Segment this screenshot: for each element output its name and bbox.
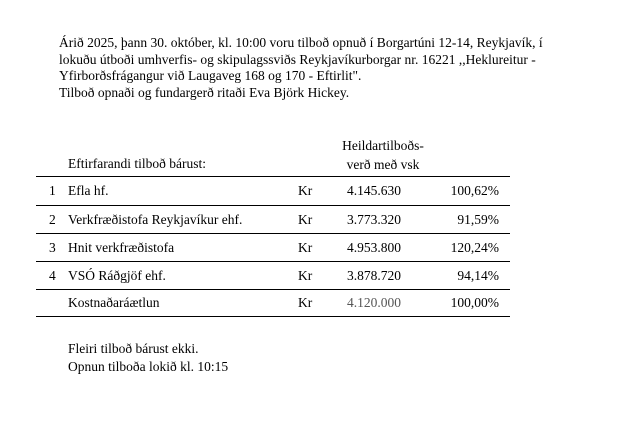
estimate-amount: 4.120.000: [347, 295, 401, 310]
row-number: 3: [49, 240, 56, 255]
bid-amount: 4.953.800: [347, 240, 401, 255]
currency: Kr: [298, 212, 313, 227]
total-price-column-heading: [327, 136, 439, 174]
row-number: 4: [49, 268, 56, 283]
bid-amount: 3.878.720: [347, 268, 401, 283]
currency: Kr: [298, 295, 313, 310]
column-heading-line-2: verð með vsk: [346, 157, 420, 172]
bidder-name: VSÓ Ráðgjöf ehf.: [68, 268, 166, 283]
table-row: [0, 240, 640, 260]
bid-percent: 91,59%: [457, 212, 499, 227]
estimate-label: Kostnaðaráætlun: [68, 295, 160, 310]
bid-amount: 3.773.320: [347, 212, 401, 227]
table-rule: [36, 261, 510, 262]
table-rule: [36, 176, 510, 177]
intro-line-2: lokuðu útboði umhverfis- og skipulagssviðs Reykjavíkurborgar nr. 16221 ,,Heklureitur -: [59, 51, 536, 67]
table-rule: [36, 205, 510, 206]
bids-received-heading: Eftirfarandi tilboð bárust:: [68, 156, 206, 171]
footer-line-1: Fleiri tilboð bárust ekki.: [68, 341, 199, 356]
bid-percent: 120,24%: [450, 240, 499, 255]
bid-amount: 4.145.630: [347, 183, 401, 198]
table-rule: [36, 233, 510, 234]
bid-percent: 100,62%: [450, 183, 499, 198]
bidder-name: Verkfræðistofa Reykjavíkur ehf.: [68, 212, 243, 227]
intro-paragraph: [59, 35, 619, 101]
currency: Kr: [298, 240, 313, 255]
column-heading-line-1: Heildartilboðs-: [342, 138, 424, 153]
footer-notes: [68, 340, 228, 376]
intro-line-4: Tilboð opnaði og fundargerð ritaði Eva Björk Hickey.: [59, 84, 350, 100]
table-row: [0, 183, 640, 203]
footer-line-2: Opnun tilboða lokið kl. 10:15: [68, 359, 229, 374]
bidder-name: Hnit verkfræðistofa: [68, 240, 175, 255]
row-number: 2: [49, 212, 56, 227]
currency: Kr: [298, 183, 313, 198]
currency: Kr: [298, 268, 313, 283]
table-rule: [36, 316, 510, 317]
intro-line-3: Yfirborðsfrágangur við Laugaveg 168 og 170 - Eftirlit".: [59, 68, 362, 83]
estimate-percent: 100,00%: [450, 295, 499, 310]
intro-line-1: Árið 2025, þann 30. október, kl. 10:00 voru tilboð opnuð í Borgartúni 12-14, Reykjavík, í: [59, 35, 543, 50]
table-row: [0, 268, 640, 288]
table-row: [0, 212, 640, 232]
bidder-name: Efla hf.: [68, 183, 109, 198]
row-number: 1: [49, 183, 56, 198]
bid-percent: 94,14%: [457, 268, 499, 283]
table-rule: [36, 289, 510, 290]
cost-estimate-row: [0, 295, 640, 315]
